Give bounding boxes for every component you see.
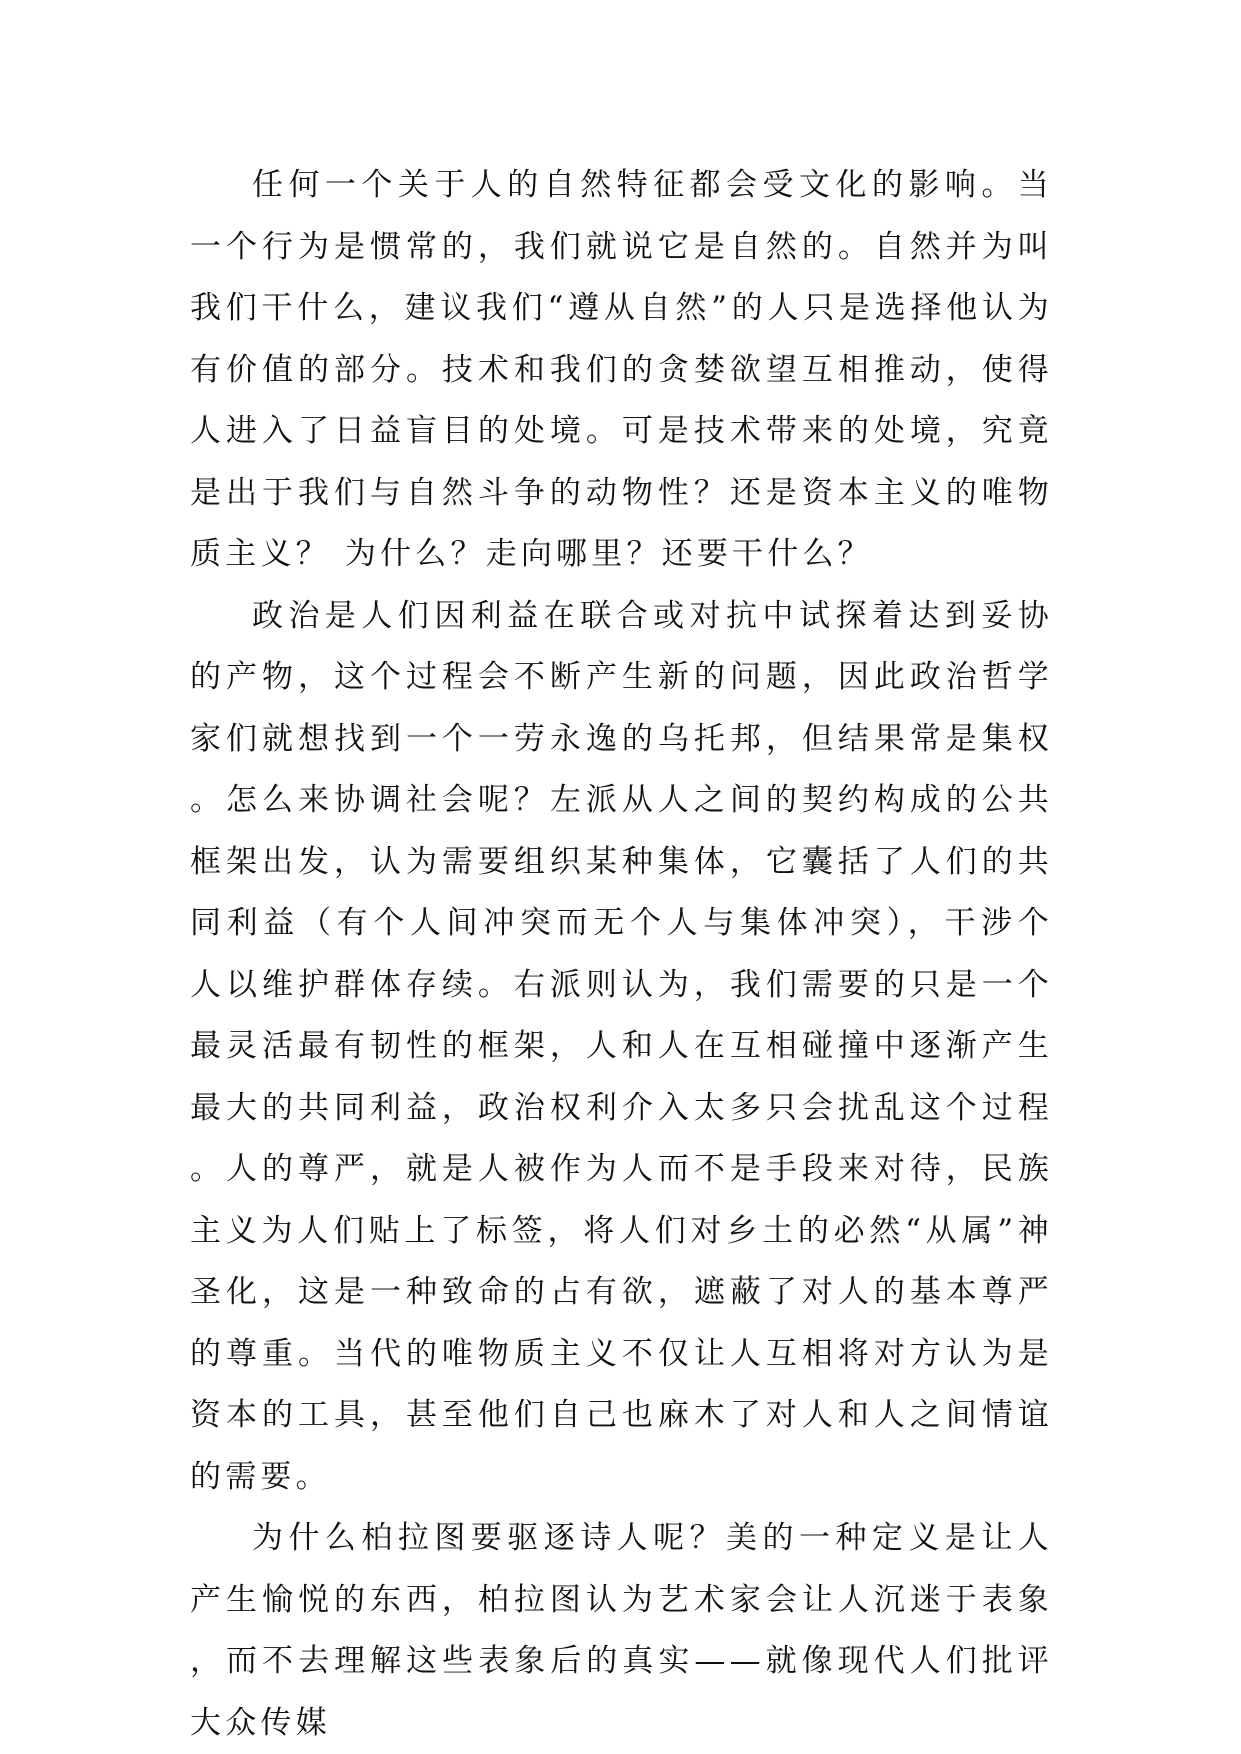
paragraph-politics: 政治是人们因利益在联合或对抗中试探着达到妥协的产物，这个过程会不断产生新的问题，因此政治哲学家们就想找到一个一劳永逸的乌托邦，但结果常是集权。怎么来协调社会呢？左派从人之间的契约构成的公共框架出发，认为需要组织某种集体，它囊括了人们的共同利益（有个人间冲突而无个人与集体冲突），干涉个人以维护群体存续。右派则认为，我们需要的只是一个最灵活最有韧性的框架，人和人在互相碰撞中逐渐产生最大的共同利益，政治权利介入太多只会扰乱这个过程。人的尊严，就是人被作为人而不是手段来对待，民族主义为人们贴上了标签，将人们对乡土的必然“从属”神圣化，这是一种致命的占有欲，遮蔽了对人的基本尊严的尊重。当代的唯物质主义不仅让人互相将对方认为是资本的工具，甚至他们自己也麻木了对人和人之间情谊的需要。 — [190, 597, 1053, 1495]
paragraph-plato: 为什么柏拉图要驱逐诗人呢？美的一种定义是让人产生愉悦的东西，柏拉图认为艺术家会让人沉迷于表象，而不去理解这些表象后的真实——就像现代人们批评大众传媒 — [190, 1520, 1053, 1741]
paragraph-nature: 任何一个关于人的自然特征都会受文化的影响。当一个行为是惯常的，我们就说它是自然的。自然并为叫我们干什么，建议我们“遵从自然”的人只是选择他认为有价值的部分。技术和我们的贪婪欲望互相推动，使得人进入了日益盲目的处境。可是技术带来的处境，究竟是出于我们与自然斗争的动物性？还是资本主义的唯物质主义？ 为什么？走向哪里？还要干什么？ — [190, 167, 1053, 572]
document-body — [190, 155, 1053, 1754]
